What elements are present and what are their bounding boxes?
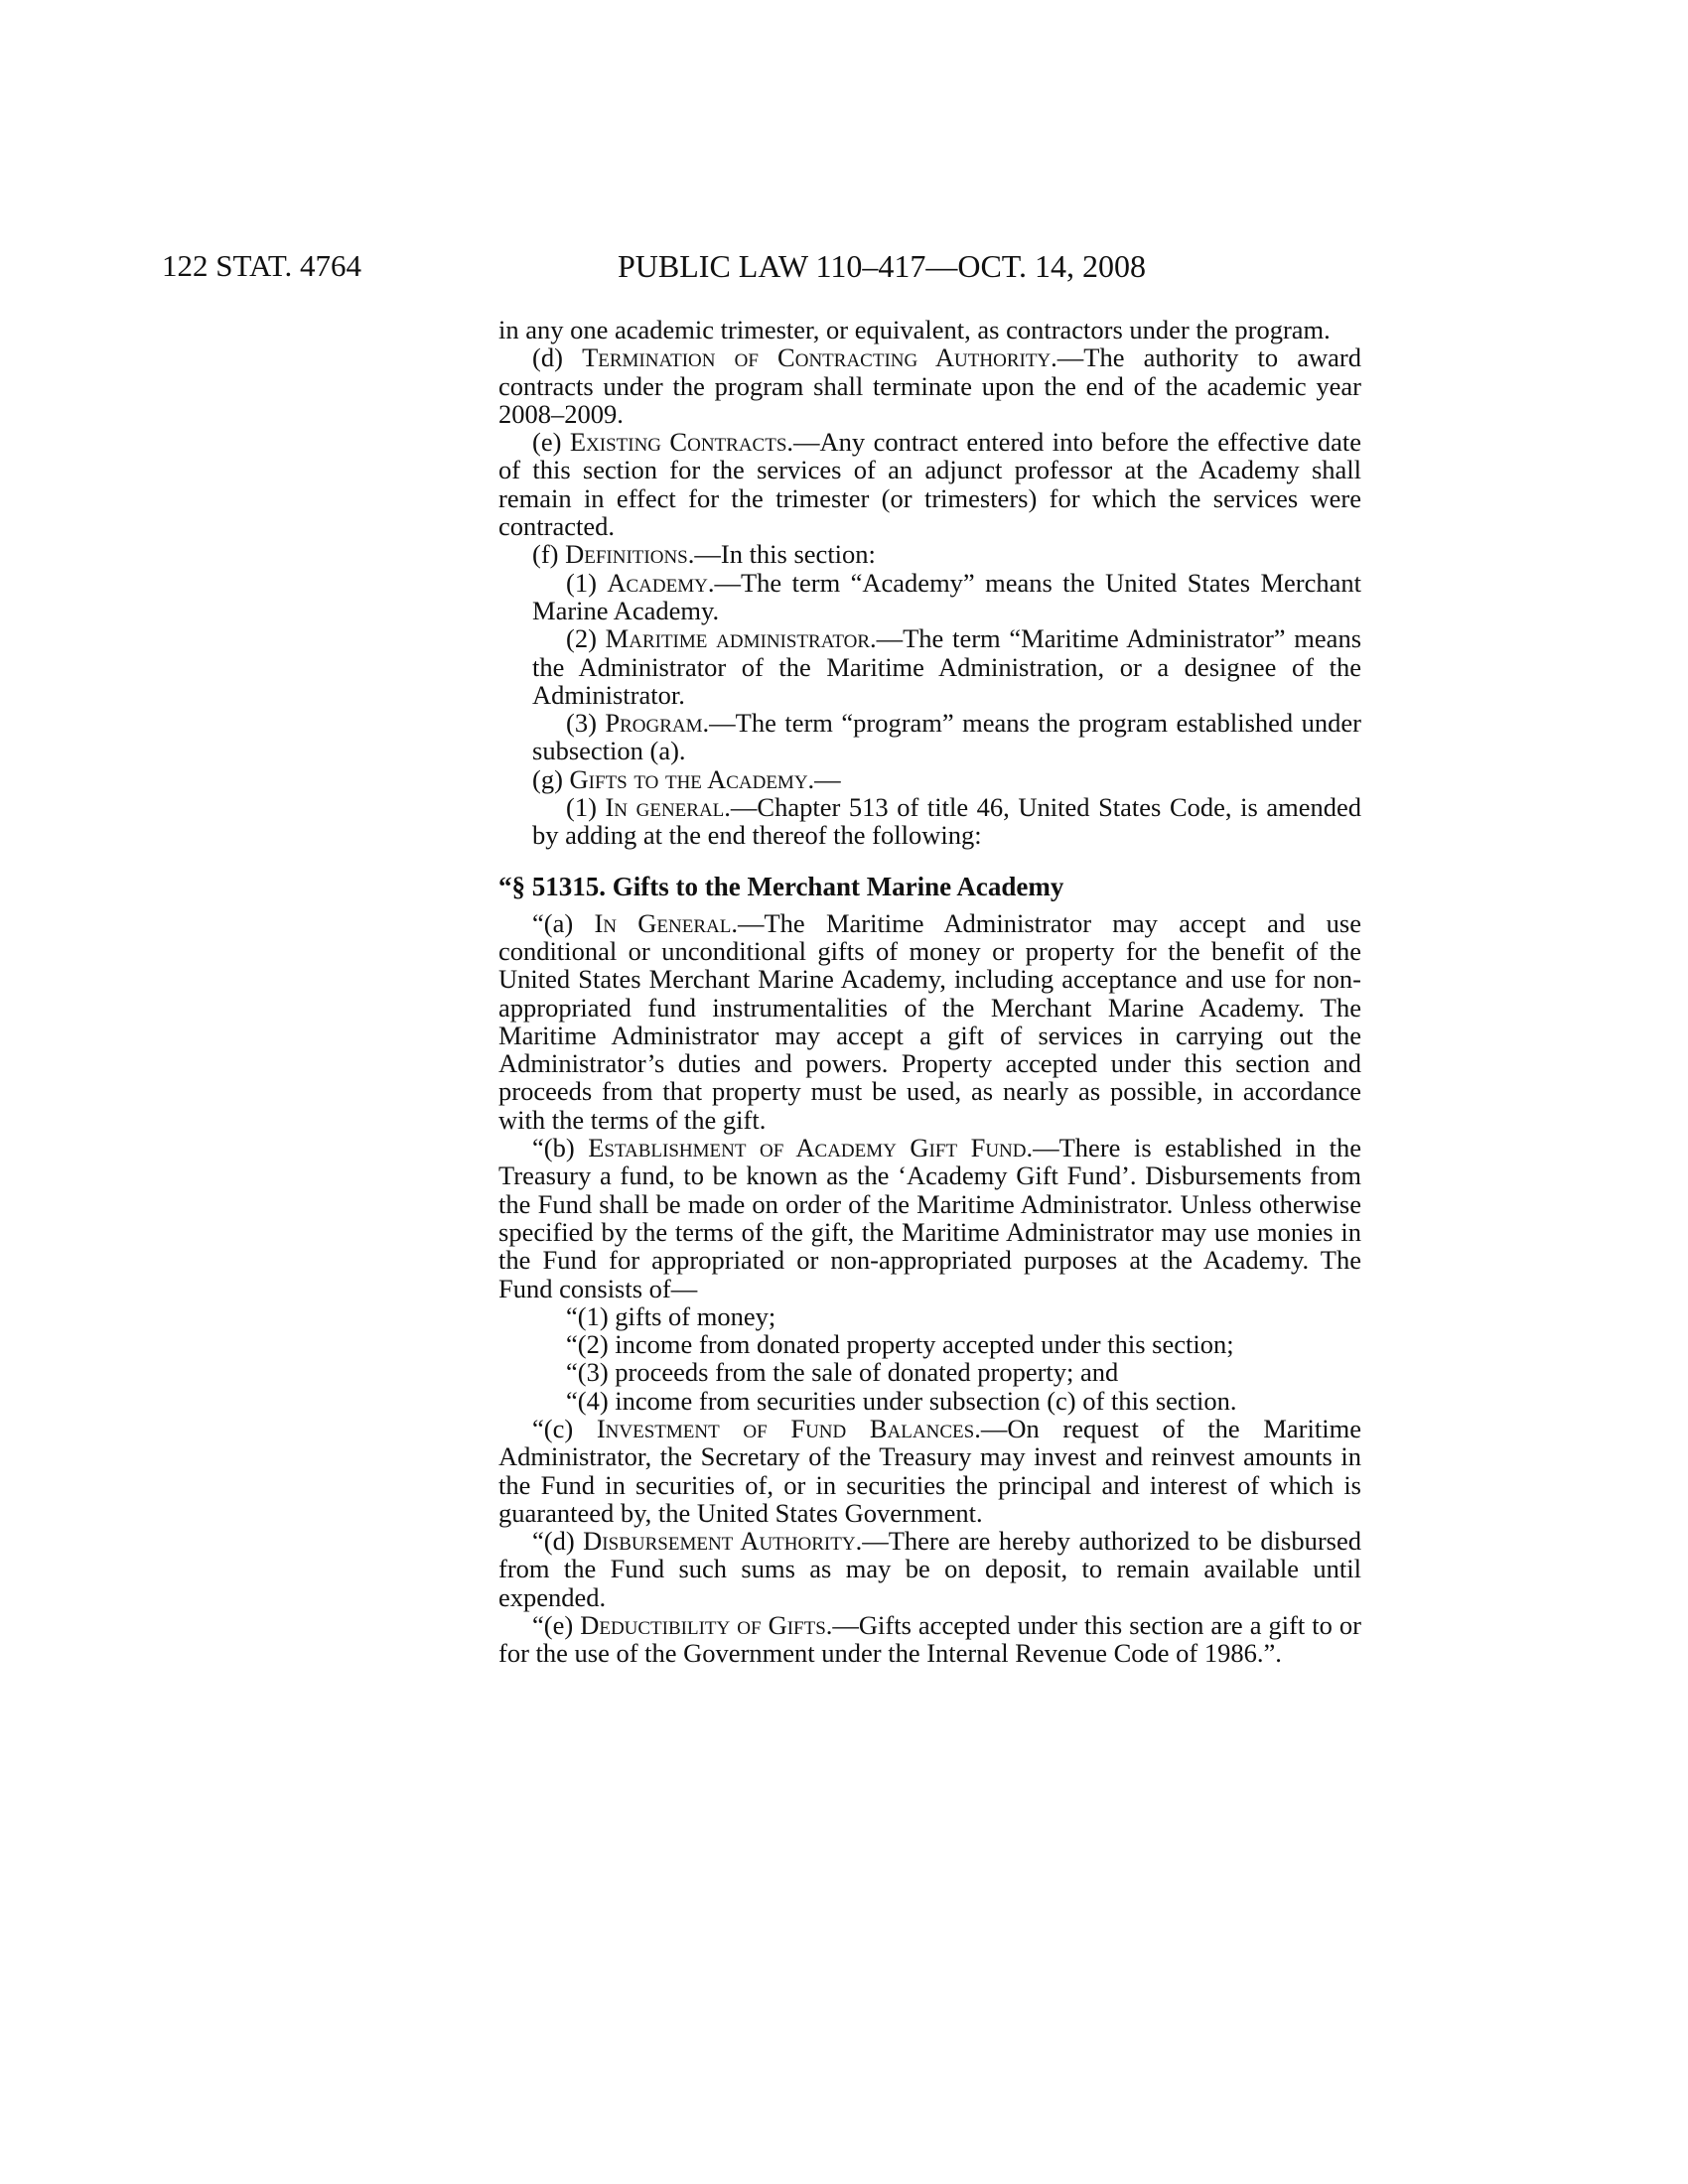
subsection-label: (e) (532, 427, 570, 458)
subsection-text: .—In this section: (687, 539, 876, 570)
fund-item-4: “(4) income from securities under subsection (c) of this section. (566, 1385, 1237, 1416)
section-subsection-e (498, 1611, 1361, 1668)
paragraph-text: .—The term “program” means the program established under subsection (a). (532, 708, 1361, 766)
subsection-label: (g) (532, 763, 570, 794)
subsection-label: “(d) (532, 1526, 584, 1557)
section-subsection-b (498, 1134, 1361, 1302)
fund-item-3: “(3) proceeds from the sale of donated property; and (566, 1357, 1119, 1388)
page-header (0, 246, 1688, 286)
subsection-title: Existing Contracts (569, 427, 787, 458)
subsection-label: (d) (532, 342, 583, 373)
definition-academy (498, 569, 1361, 625)
paragraph-text: .—The term “Maritime Administrator” means the Administrator of the Maritime Administration, or a designee of the Administrator. (532, 623, 1362, 710)
paragraph-text: .—Chapter 513 of title 46, United States Code, is amended by adding at the end thereof the following: (532, 792, 1362, 851)
subsection-title: Gifts to the Academy (569, 763, 808, 794)
subsection-text: .—There is established in the Treasury a fund, to be known as the ‘Academy Gift Fund’. Disbursements from the Fund shall be made on order of the Maritime Administrator. Unless otherwise specified by the terms of the gift, the Maritime Administrator may use monies in the Fund for appropriated or non-appropriated purposes at the Academy. The Fund consists of— (498, 1133, 1361, 1303)
section-subsection-c (498, 1415, 1361, 1527)
paragraph-title: Maritime administrator (605, 623, 870, 654)
paragraph-text: .—The term “Academy” means the United States Merchant Marine Academy. (532, 567, 1361, 625)
subsection-text: .—The authority to award contracts under the program shall terminate upon the end of the academic year 2008–2009. (498, 342, 1361, 429)
subsection-title: Definitions (565, 539, 688, 570)
subsection-label: “(a) (532, 907, 595, 938)
subsection-g (498, 765, 1361, 793)
subsection-text: .— (807, 763, 841, 794)
subsection-label: “(e) (532, 1610, 581, 1641)
paragraph-label: (2) (566, 623, 606, 654)
subsection-label: “(b) (532, 1133, 589, 1163)
paragraph-title: In general (605, 792, 725, 823)
section-subsection-d (498, 1527, 1361, 1611)
subsection-title: Establishment of Academy Gift Fund (588, 1133, 1027, 1163)
paragraph-label: (1) (566, 567, 608, 598)
section-heading: “§ 51315. Gifts to the Merchant Marine Academy (498, 871, 1064, 901)
subsection-e (498, 428, 1361, 540)
definition-program (498, 709, 1361, 765)
subsection-d (498, 343, 1361, 428)
fund-item-1: “(1) gifts of money; (566, 1300, 776, 1331)
subsection-title: Termination of Contracting Authority (582, 342, 1052, 373)
document-body (498, 316, 1361, 1668)
paragraph-title: Program (605, 708, 703, 739)
public-law-title: PUBLIC LAW 110–417—OCT. 14, 2008 (618, 248, 1146, 284)
subsection-title: In General (594, 907, 732, 938)
subsection-title: Investment of Fund Balances (596, 1413, 975, 1443)
section-subsection-a (498, 909, 1361, 1134)
paragraph-label: (3) (566, 708, 606, 739)
subsection-label: “(c) (532, 1413, 597, 1443)
subsection-text: .—Gifts accepted under this section are a gift to or for the use of the Government under the Internal Revenue Code of 1986.”. (498, 1610, 1361, 1669)
paragraph-title: Academy (607, 567, 708, 598)
paragraph-continuation: in any one academic trimester, or equivalent, as contractors under the program. (498, 315, 1331, 344)
subsection-label: (f) (532, 539, 566, 570)
statute-page-number: 122 STAT. 4764 (162, 248, 362, 283)
subsection-title: Disbursement Authority (583, 1526, 856, 1557)
paragraph-g1 (498, 793, 1361, 850)
subsection-text: .—There are hereby authorized to be disbursed from the Fund such sums as may be on deposit, to remain available until expended. (498, 1526, 1361, 1612)
subsection-f (498, 540, 1361, 568)
subsection-text: .—On request of the Maritime Administrator, the Secretary of the Treasury may invest and reinvest amounts in the Fund in securities of, or in securities the principal and interest of which is guaranteed by, the United States Government. (498, 1413, 1361, 1528)
subsection-title: Deductibility of Gifts (580, 1610, 826, 1641)
paragraph-label: (1) (566, 792, 606, 823)
subsection-text: .—The Maritime Administrator may accept and use conditional or unconditional gifts of money or property for the benefit of the United States Merchant Marine Academy, including acceptance and use for non-appropriated fund instrumentalities of the Merchant Marine Academy. The Maritime Administrator may accept a gift of services in carrying out the Administrator’s duties and powers. Property accepted under this section and proceeds from that property must be used, as nearly as possible, in accordance with the terms of the gift. (498, 907, 1361, 1135)
subsection-text: .—Any contract entered into before the effective date of this section for the services of an adjunct professor at the Academy shall remain in effect for the trimester (or trimesters) for which the services were contracted. (498, 427, 1361, 542)
definition-maritime-administrator (498, 624, 1361, 709)
fund-item-2: “(2) income from donated property accepted under this section; (566, 1329, 1234, 1360)
